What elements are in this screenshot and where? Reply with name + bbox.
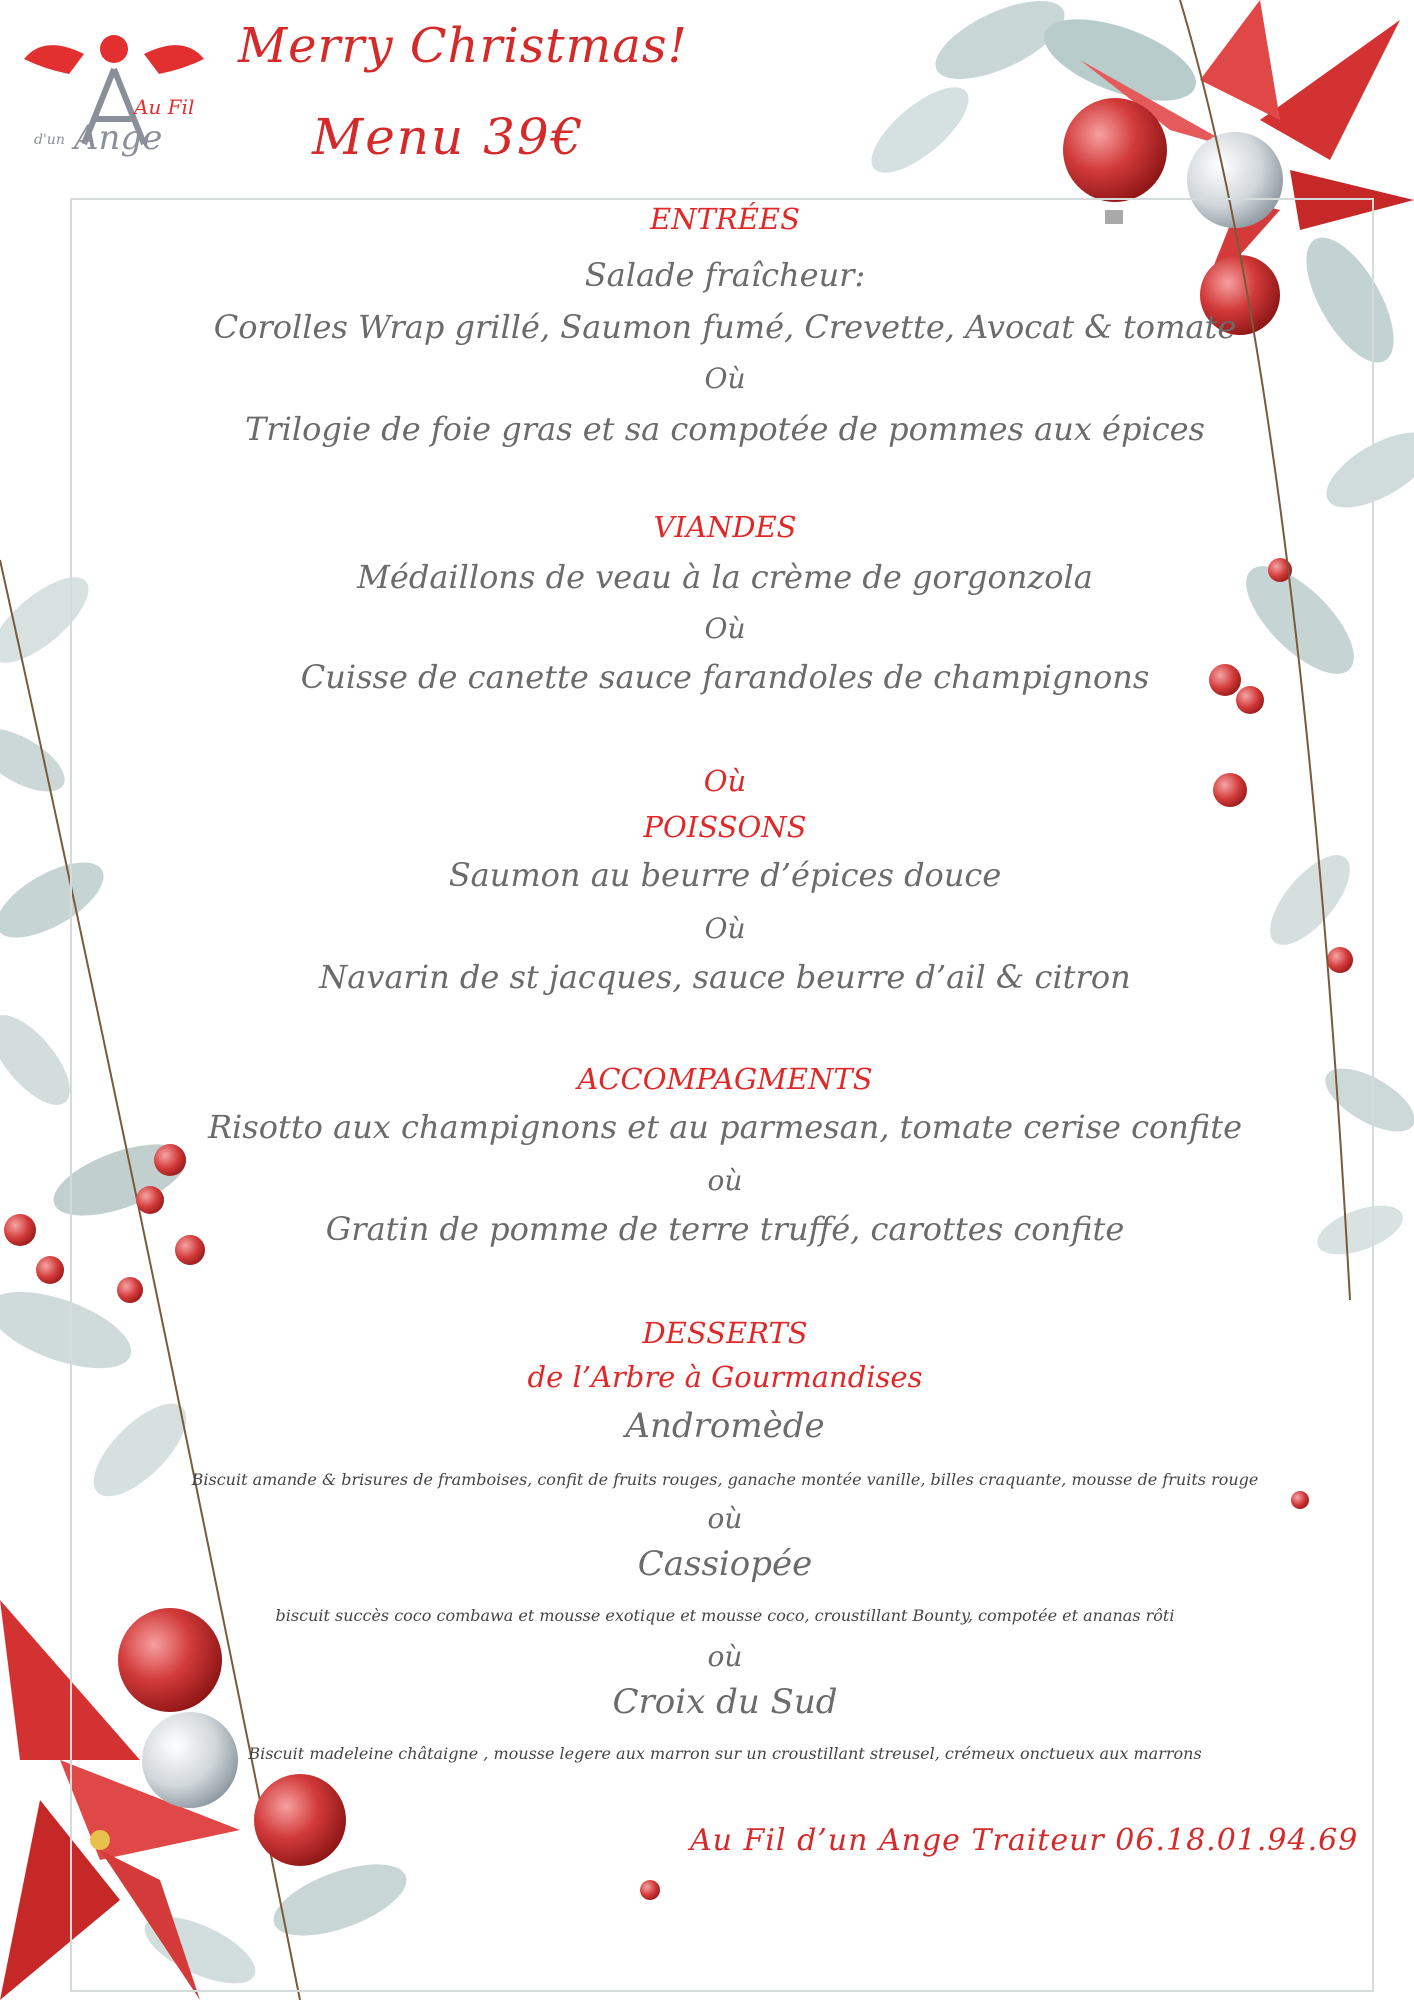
svg-text:d'un: d'un (34, 132, 65, 148)
section-heading-entrees: ENTRÉES (650, 202, 800, 236)
greeting-title: Merry Christmas! (238, 18, 688, 74)
dessert-3-name: Croix du Sud (612, 1682, 838, 1722)
entree-or: Où (704, 362, 746, 395)
dessert-2-description: biscuit succès coco combawa et mousse exotique et mousse coco, croustillant Bounty, compotée et ananas rôti (275, 1606, 1175, 1625)
footer-contact: Au Fil d’un Ange Traiteur 06.18.01.94.69 (690, 1823, 1359, 1858)
accompagnement-item-1: Risotto aux champignons et au parmesan, tomate cerise confite (207, 1108, 1243, 1146)
viande-or: Où (704, 612, 746, 645)
dessert-or-1: où (707, 1502, 743, 1535)
svg-text:Ange: Ange (74, 118, 163, 158)
dessert-1-description: Biscuit amande & brisures de framboises, confit de fruits rouges, ganache montée vanille, billes craquante, mousse de fruits rouge (191, 1470, 1259, 1489)
section-heading-poissons: POISSONS (643, 810, 807, 844)
au-fil-dun-ange-logo (14, 14, 214, 174)
dessert-1-name: Andromède (625, 1406, 825, 1446)
poisson-item-1: Saumon au beurre d’épices douce (448, 856, 1002, 894)
dessert-2-name: Cassiopée (637, 1544, 813, 1584)
menu-price-title: Menu 39€ (312, 108, 585, 166)
accompagnement-or: où (707, 1164, 743, 1197)
accompagnement-item-2: Gratin de pomme de terre truffé, carottes confite (325, 1210, 1125, 1248)
dessert-3-description: Biscuit madeleine châtaigne , mousse legere aux marron sur un croustillant streusel, crémeux onctueux aux marrons (248, 1744, 1202, 1763)
desserts-subheading: de l’Arbre à Gourmandises (527, 1360, 923, 1394)
svg-text:Au Fil: Au Fil (134, 95, 195, 119)
poisson-or: Où (704, 912, 746, 945)
viande-item-1: Médaillons de veau à la crème de gorgonzola (357, 558, 1093, 596)
viande-item-2: Cuisse de canette sauce farandoles de champignons (300, 658, 1150, 696)
dessert-or-2: où (707, 1640, 743, 1673)
entree-item-1: Salade fraîcheur: (584, 256, 866, 294)
poisson-item-2: Navarin de st jacques, sauce beurre d’ail & citron (319, 958, 1131, 996)
entree-item-1-detail: Corolles Wrap grillé, Saumon fumé, Crevette, Avocat & tomate (213, 308, 1237, 346)
section-heading-desserts: DESSERTS (642, 1316, 808, 1350)
entree-item-2: Trilogie de foie gras et sa compotée de pommes aux épices (245, 410, 1205, 448)
section-heading-accompagnements: ACCOMPAGMENTS (577, 1062, 873, 1096)
poissons-or: Où (703, 764, 747, 798)
section-heading-viandes: VIANDES (653, 510, 797, 544)
